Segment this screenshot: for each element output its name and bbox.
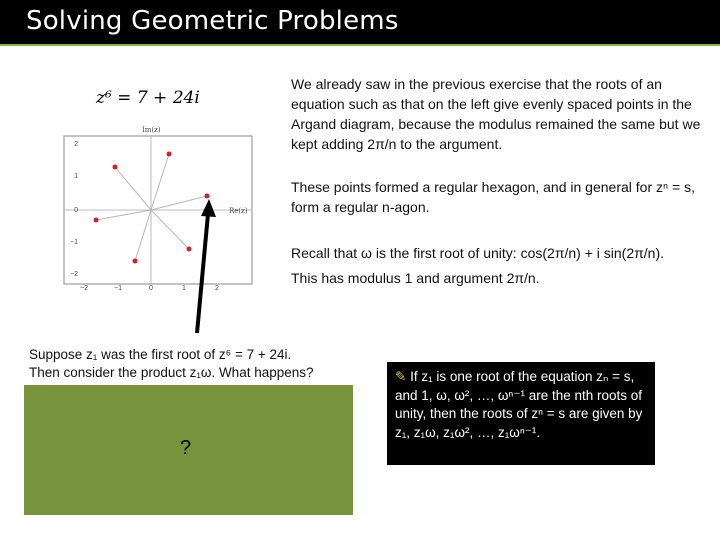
pencil-icon: ✎: [395, 369, 407, 384]
x-tick-label: 2: [215, 285, 219, 292]
key-result-text: If z₁ is one root of the equation zₙ = s, and 1, ω, ω², …, ωⁿ⁻¹ are the nth roots of unity, then the roots of zⁿ = s are given by z₁, z₁ω, z₁ω², …, z₁ωⁿ⁻¹.: [395, 369, 643, 440]
re-axis-label: Re(z): [229, 207, 248, 215]
slide-title: Solving Geometric Problems: [26, 6, 399, 36]
equation-label: z⁶ = 7 + 24i: [96, 88, 200, 108]
arrow-head: [201, 199, 216, 217]
y-tick-label: −1: [70, 239, 78, 246]
x-tick-label: 0: [149, 285, 153, 292]
key-result-box: [387, 362, 655, 465]
x-tick-label: −1: [114, 285, 122, 292]
x-tick-label: 1: [182, 285, 186, 292]
explanation-paragraph-3: Recall that ω is the first root of unity: cos(2π/n) + i sin(2π/n).: [291, 245, 664, 261]
im-axis-label: Im(z): [142, 126, 161, 134]
question-line-2: Then consider the product z₁ω. What happens?: [29, 365, 314, 380]
x-tick-label: −2: [80, 285, 88, 292]
explanation-paragraph-1: We already saw in the previous exercise that the roots of an equation such as that on the left give evenly spaced points in the Argand diagram, because the modulus remained the same but we kept adding 2π/n to the argument.: [291, 76, 701, 152]
y-tick-label: −2: [70, 271, 78, 278]
answer-placeholder: ?: [180, 437, 192, 459]
y-tick-label: 0: [74, 207, 78, 214]
question-text: [29, 346, 369, 382]
y-tick-label: 2: [74, 141, 78, 148]
y-tick-label: 1: [74, 173, 78, 180]
arrow-shaft: [197, 214, 208, 333]
explanation-paragraph-4: This has modulus 1 and argument 2π/n.: [291, 270, 540, 286]
explanation-paragraph-2: These points formed a regular hexagon, and in general for zⁿ = s, form a regular n-agon.: [291, 179, 695, 215]
question-line-1: Suppose z₁ was the first root of z⁶ = 7 + 24i.: [29, 347, 292, 362]
